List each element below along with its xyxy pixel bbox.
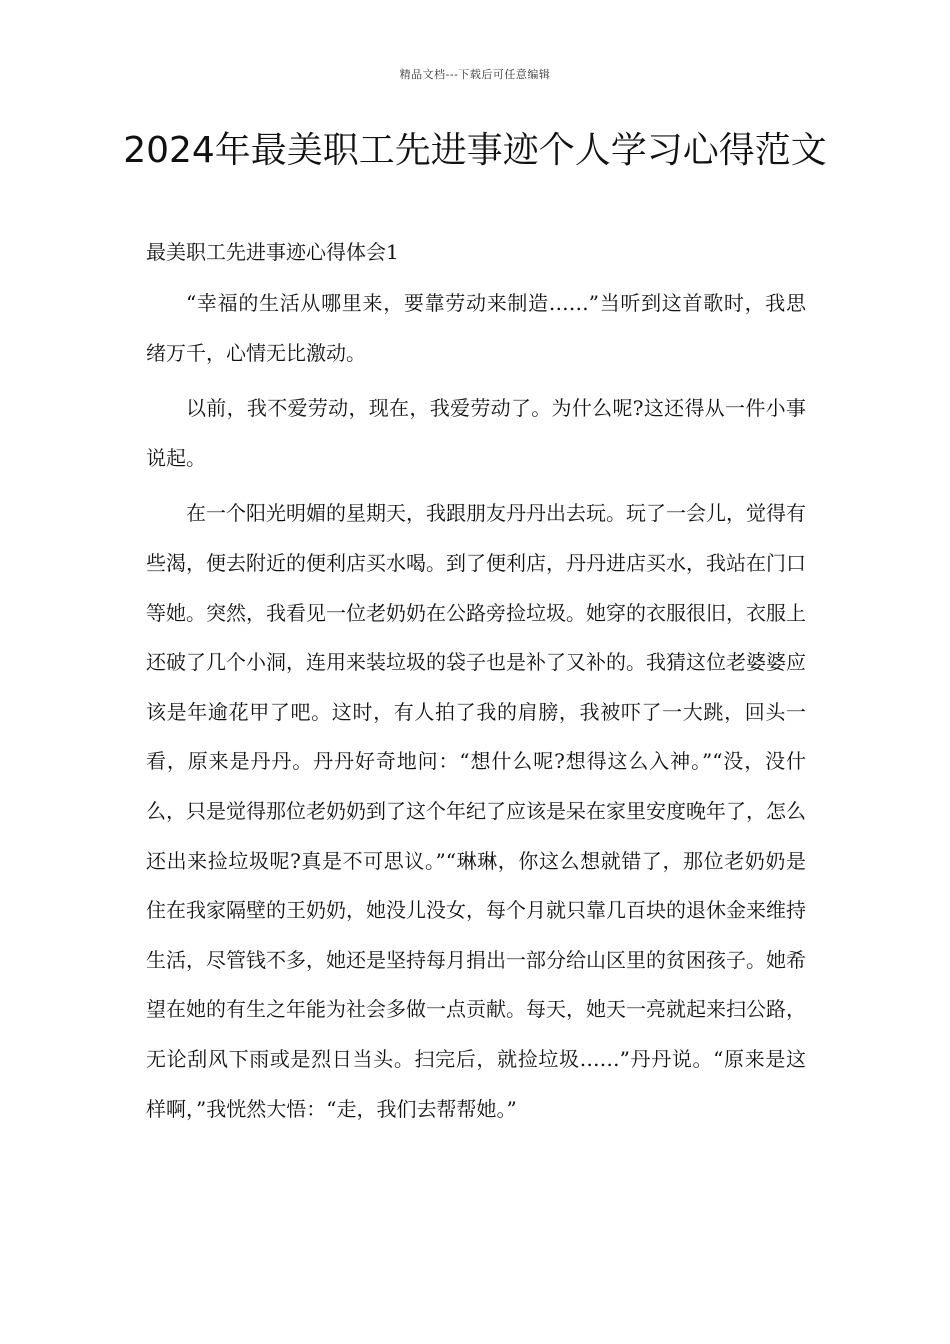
document-body: [146, 279, 806, 1140]
paragraph-3: 在一个阳光明媚的星期天，我跟朋友丹丹出去玩。玩了一会儿，觉得有些渴，便去附近的便利店买水喝。到了便利店，丹丹进店买水，我站在门口等她。突然，我看见一位老奶奶在公路旁捡垃圾。她穿的衣服很旧，衣服上还破了几个小洞，连用来装垃圾的袋子也是补了又补的。我猜这位老婆婆应该是年逾花甲了吧。这时，有人拍了我的肩膀，我被吓了一大跳，回头一看，原来是丹丹。丹丹好奇地问：“想什么呢?想得这么入神。”“没，没什么，只是觉得那位老奶奶到了这个年纪了应该是呆在家里安度晚年了，怎么还出来捡垃圾呢?真是不可思议。”“琳琳，你这么想就错了，那位老奶奶是住在我家隔壁的王奶奶，她没儿没女，每个月就只靠几百块的退休金来维持生活，尽管钱不多，她还是坚持每月捐出一部分给山区里的贫困孩子。她希望在她的有生之年能为社会多做一点贡献。每天，她天一亮就起来扫公路，无论刮风下雨或是烈日当头。扫完后，就捡垃圾……”丹丹说。“原来是这样啊，”我恍然大悟：“走，我们去帮帮她。”: [146, 501, 806, 1121]
header-note: 精品文档---下载后可任意编辑: [399, 68, 551, 81]
section-subtitle: 最美职工先进事迹心得体会1: [146, 240, 399, 264]
paragraph-2: 以前，我不爱劳动，现在，我爱劳动了。为什么呢?这还得从一件小事说起。: [146, 396, 806, 470]
page-title: 2024年最美职工先进事迹个人学习心得范文: [123, 130, 827, 171]
paragraph-1: “幸福的生活从哪里来，要靠劳动来制造……”当听到这首歌时，我思绪万千，心情无比激动。: [146, 291, 806, 365]
